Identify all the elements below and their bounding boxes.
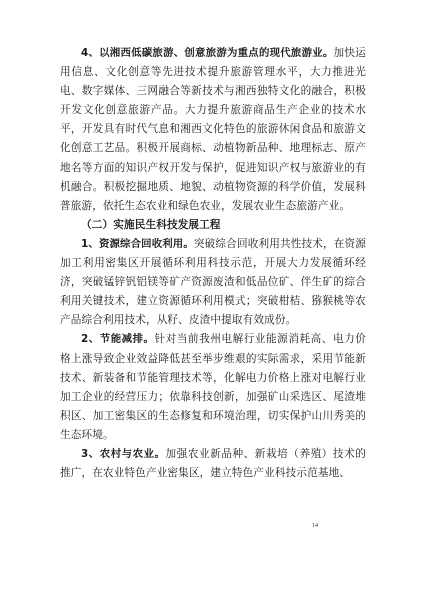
- paragraph-energy-saving: [60, 330, 366, 445]
- paragraph-resource-recycling: [60, 235, 366, 330]
- paragraph-bold-lead: 1、资源综合回收利用。: [81, 237, 194, 250]
- section-heading: （二）实施民生科技发展工程: [81, 218, 221, 231]
- page-content: [60, 44, 366, 483]
- paragraph-text: 针对当前我州电解行业能源消耗高、电力价格上涨导致企业效益降低甚至举步维艰的实际需求，采用节能新技术、新装备和节能管理技术等，化解电力价格上涨对电解行业加工企业的经营压力；依靠科技创新，加强矿山采选区、尾渣堆积区、加工密集区的生态修复和环境治理，切实保护山川秀美的生态环境。: [60, 333, 366, 441]
- paragraph-bold-lead: 4、以湘西低碳旅游、创意旅游为重点的现代旅游业。: [81, 47, 334, 59]
- paragraph-agriculture: [60, 445, 366, 483]
- paragraph-bold-lead: 2、节能减排。: [81, 333, 155, 346]
- paragraph-tourism: [60, 44, 366, 216]
- paragraph-text: 加强农业新品种、新栽培（养殖）技术的推广，在农业特色产业密集区，建立特色产业科技示范基地、: [60, 447, 366, 480]
- paragraph-text: 突破综合回收利用共性技术，在资源加工利用密集区开展循环利用科技示范，开展大力发展循环经济，突破锰锌钒铝镁等矿产资源废渣和低品位矿、伴生矿的综合利用关键技术，建立资源循环利用模式；突破柑桔、猕猴桃等农产品综合利用技术，从籽、皮渣中提取有效成份。: [60, 237, 366, 327]
- paragraph-text: 加快运用信息、文化创意等先进技术提升旅游管理水平，大力推进光电、数字媒体、三网融合等新技术与湘西独特文化的融合，积极开发文化创意旅游产品。大力提升旅游商品生产企业的技术水平，开发具有时代气息和湘西文化特色的旅游休闲食品和旅游文化创意工艺品。积极开展商标、动植物新品种、地理标志、原产地名等方面的知识产权开发与保护，促进知识产权与旅游业的有机融合。积极挖掘地质、地貌、动植物资源的科学价值，发展科普旅游，依托生态农业和绿色农业，发展农业生态旅游产业。: [60, 47, 367, 212]
- page-number: 14: [312, 523, 318, 529]
- paragraph-bold-lead: 3、农村与农业。: [81, 447, 166, 460]
